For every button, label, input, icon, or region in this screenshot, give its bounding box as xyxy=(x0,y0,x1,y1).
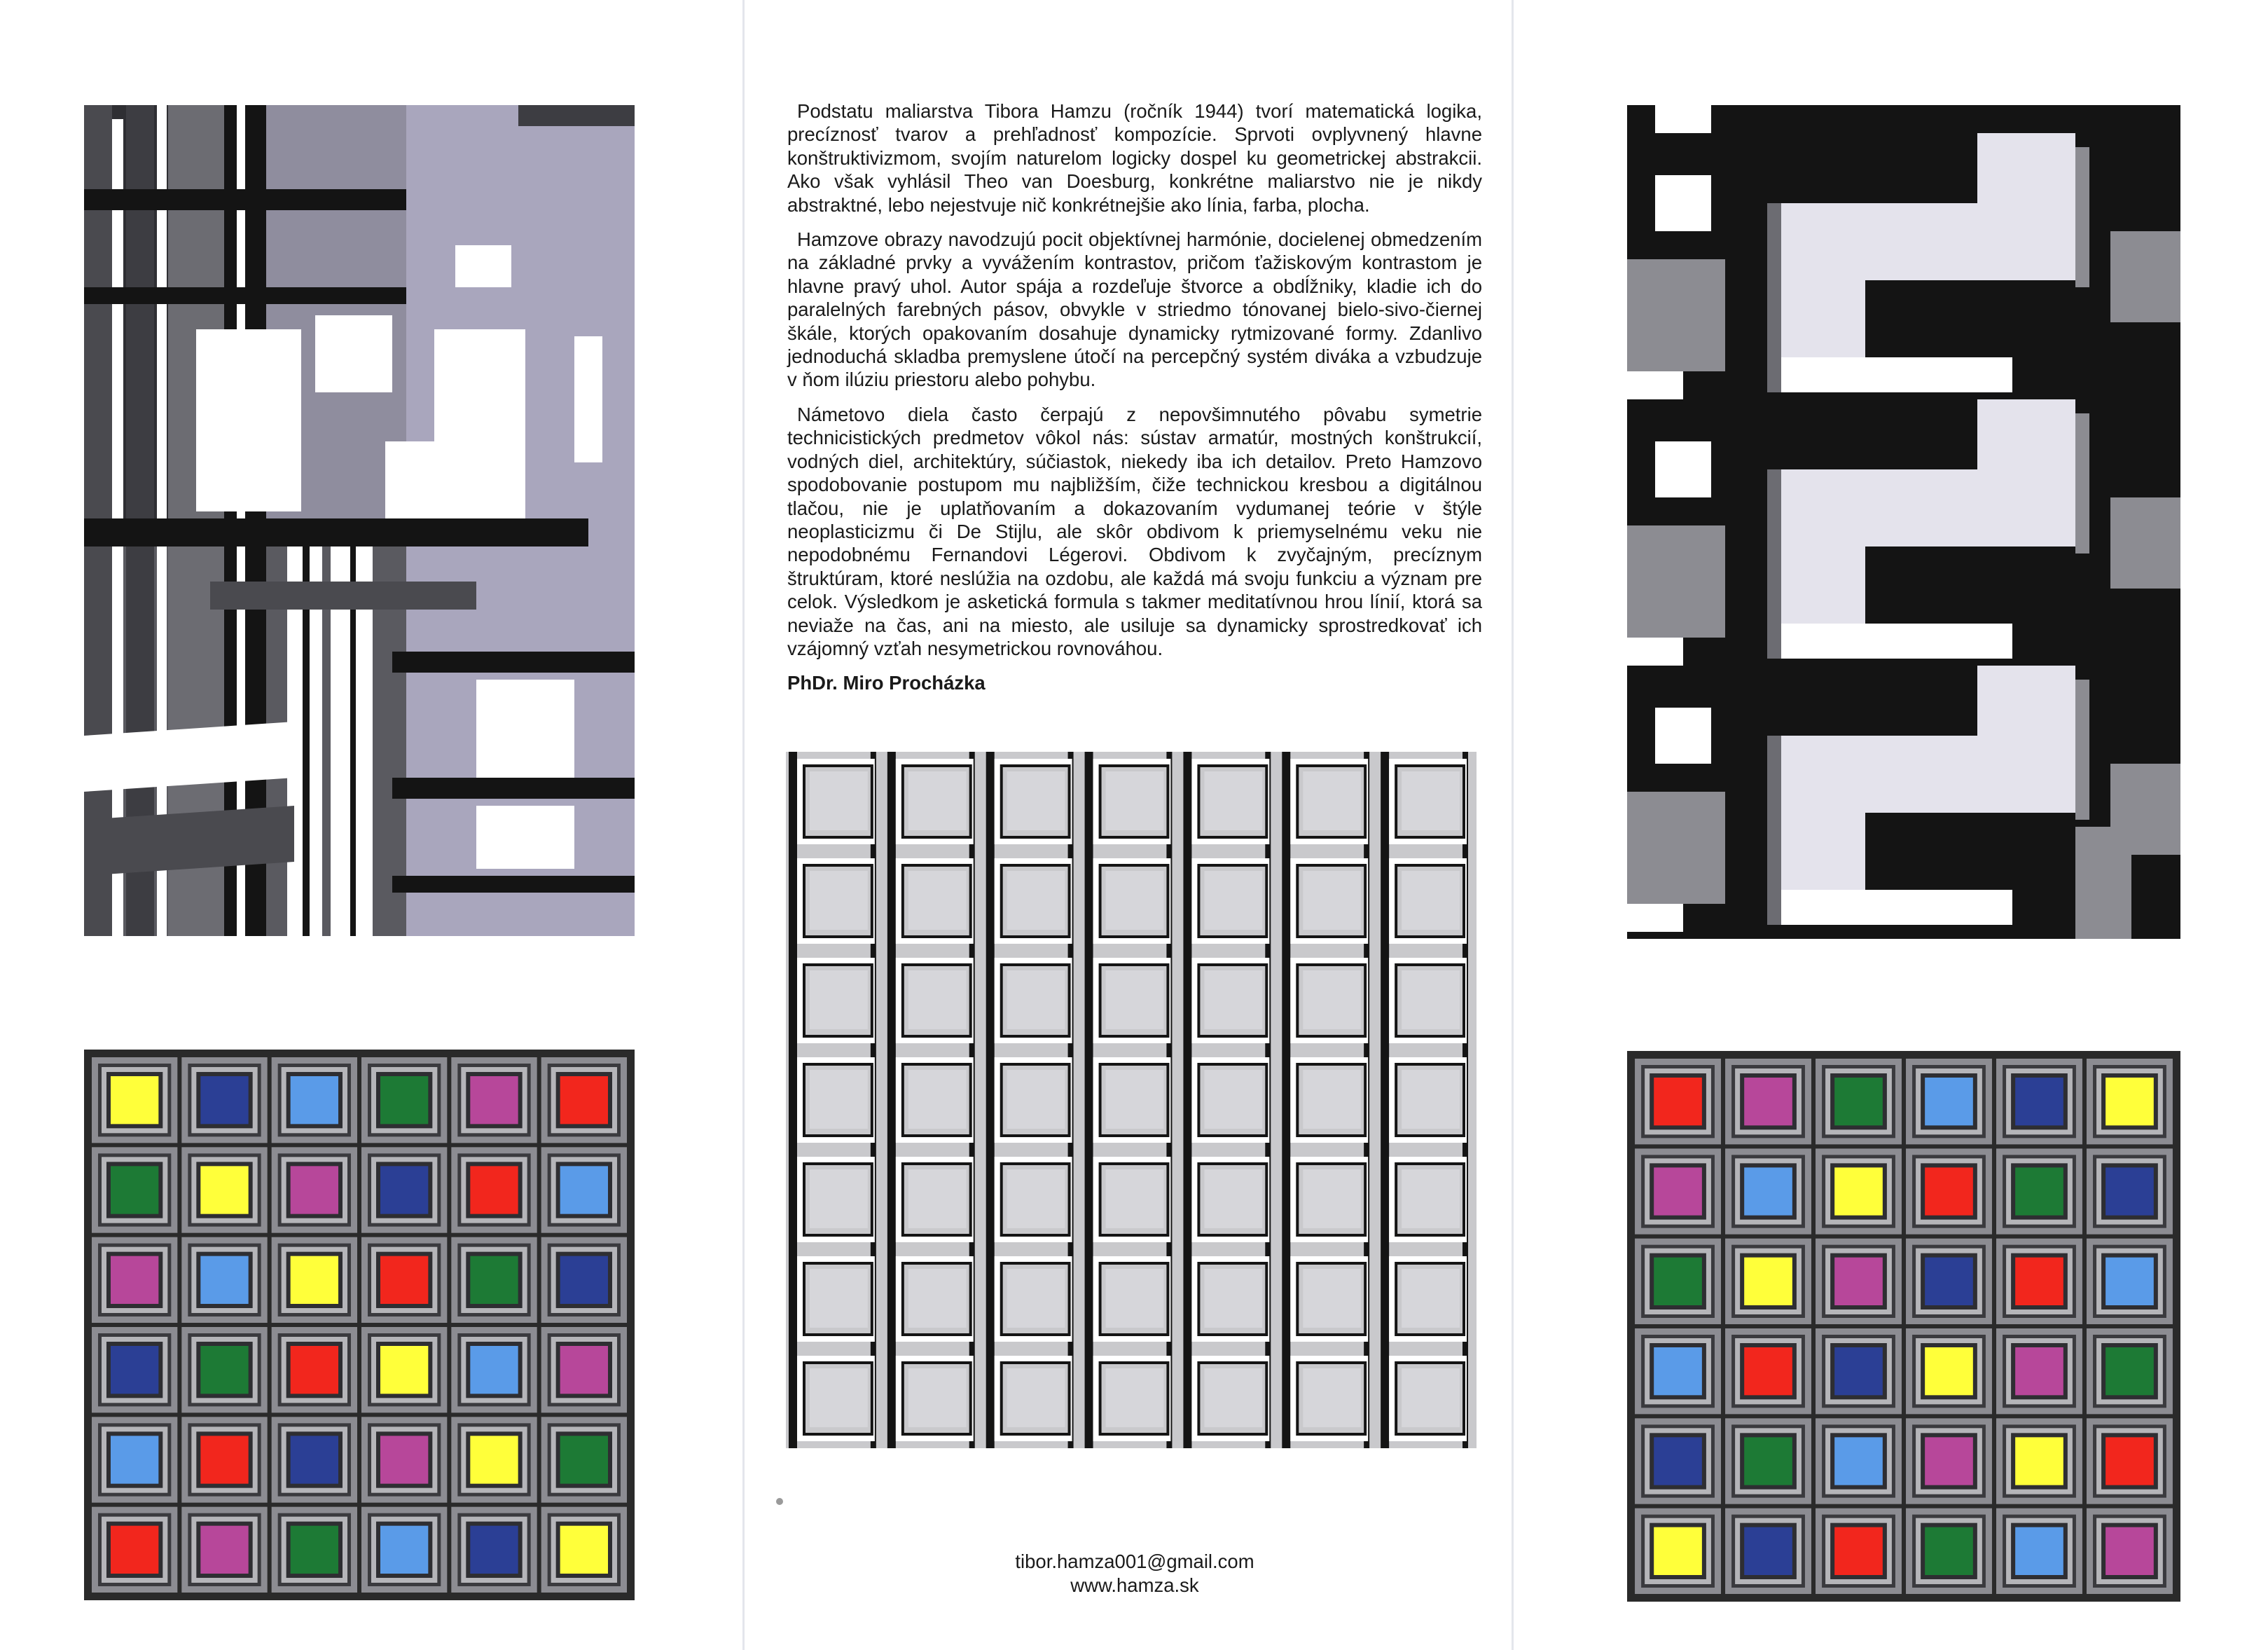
color-square xyxy=(1744,1167,1792,1215)
color-square xyxy=(2105,1527,2154,1575)
color-square xyxy=(2105,1078,2154,1125)
color-square xyxy=(380,1166,428,1214)
color-square xyxy=(560,1346,608,1394)
color-square xyxy=(2105,1258,2154,1305)
color-square xyxy=(1654,1078,1702,1125)
paper-speck xyxy=(776,1498,783,1505)
color-square xyxy=(291,1436,338,1483)
color-square xyxy=(380,1076,428,1124)
color-square xyxy=(1744,1078,1792,1125)
color-square xyxy=(1925,1078,1973,1125)
color-square xyxy=(380,1346,428,1394)
color-square xyxy=(200,1256,248,1304)
color-square xyxy=(1654,1167,1702,1215)
color-square xyxy=(111,1436,158,1483)
color-square xyxy=(1654,1347,1702,1395)
artwork-chain-pattern xyxy=(786,752,1477,1448)
color-square xyxy=(111,1076,158,1124)
color-square xyxy=(1744,1347,1792,1395)
color-square xyxy=(291,1166,338,1214)
color-square xyxy=(291,1346,338,1394)
color-square xyxy=(560,1076,608,1124)
color-square xyxy=(470,1526,518,1574)
fold-line-left xyxy=(742,0,745,1650)
color-square xyxy=(380,1436,428,1483)
color-square xyxy=(1834,1437,1883,1485)
color-square xyxy=(291,1076,338,1124)
paragraph-3: Námetovo diela často čerpajú z nepovšimnutého pôvabu symetrie technicistických predmetov vôkol nás: sústav armatúr, mostných konštrukcií, vodných diel, architektúry, súčiastok, niekedy iba ich detailov. Preto Hamzovo spodobovanie postupom mu najbližším, čiže technickou kresbou a digitálnou tlačou, nie je uplatňovaním a dokazovaním vydumanej teórie v štýle neoplasticizmu či De Stijlu, ale skôr obdivom k priemyselnému veku nie nepodobnému Fernandovi Légerovi. Obdivom k zvyčajným, precíznym štruktúram, ktoré neslúžia na ozdobu, ale každá má svoju funkciu a význam pre celok. Výsledkom je asketická formula s takmer meditatívnou hrou línií, ktorá sa neviaže na čas, ani na miesto, ale usiluje sa dynamicky sprostredkovať ich vzájomný vzťah nesymetrickou rovnováhou. xyxy=(787,403,1482,659)
color-square xyxy=(1834,1078,1883,1125)
color-square xyxy=(2015,1437,2063,1485)
color-square xyxy=(560,1166,608,1214)
color-square xyxy=(560,1436,608,1483)
color-square xyxy=(2105,1437,2154,1485)
color-square xyxy=(2015,1258,2063,1305)
color-square xyxy=(1834,1167,1883,1215)
color-square xyxy=(1654,1437,1702,1485)
color-square xyxy=(1834,1527,1883,1575)
color-square xyxy=(111,1256,158,1304)
color-square xyxy=(1834,1258,1883,1305)
color-square xyxy=(1744,1258,1792,1305)
color-square xyxy=(200,1346,248,1394)
artwork-interlocking-blocks xyxy=(1627,105,2180,939)
color-square xyxy=(560,1526,608,1574)
color-square xyxy=(560,1256,608,1304)
color-square xyxy=(1834,1347,1883,1395)
artwork-architectural-composition xyxy=(84,105,635,936)
color-square xyxy=(1654,1258,1702,1305)
color-square xyxy=(1925,1437,1973,1485)
color-square xyxy=(2015,1527,2063,1575)
color-square xyxy=(291,1526,338,1574)
color-square xyxy=(1654,1527,1702,1575)
color-square xyxy=(2105,1167,2154,1215)
paragraph-1: Podstatu maliarstva Tibora Hamzu (ročník 1944) tvorí matematická logika, precíznosť tvarov a prehľadnosť kompozície. Sprvoti ovplyvnený hlavne konštruktivizmom, svojím naturelom logicky dospel ku geometrickej abstrakcii. Ako však vyhlásil Theo van Doesburg, konkrétne maliarstvo nie je nikdy abstraktné, lebo nejestvuje nič konkrétnejšie ako línia, farba, plocha. xyxy=(787,100,1482,216)
color-square xyxy=(111,1526,158,1574)
color-square xyxy=(1744,1527,1792,1575)
color-square xyxy=(2015,1347,2063,1395)
color-square xyxy=(200,1076,248,1124)
color-square xyxy=(111,1346,158,1394)
color-square xyxy=(1925,1347,1973,1395)
color-square xyxy=(1925,1258,1973,1305)
color-square xyxy=(2105,1347,2154,1395)
artwork-colored-grid-left xyxy=(84,1050,635,1600)
color-square xyxy=(200,1436,248,1483)
color-square xyxy=(380,1256,428,1304)
color-square xyxy=(2015,1167,2063,1215)
author-name: PhDr. Miro Procházka xyxy=(787,672,986,694)
website-link[interactable]: www.hamza.sk xyxy=(1070,1574,1199,1596)
color-square xyxy=(291,1256,338,1304)
fold-line-right xyxy=(1512,0,1514,1650)
color-square xyxy=(380,1526,428,1574)
color-square xyxy=(470,1166,518,1214)
color-square xyxy=(470,1076,518,1124)
artwork-colored-grid-right xyxy=(1627,1051,2180,1602)
color-square xyxy=(1925,1167,1973,1215)
color-square xyxy=(470,1346,518,1394)
color-square xyxy=(2015,1078,2063,1125)
color-square xyxy=(111,1166,158,1214)
color-square xyxy=(1925,1527,1973,1575)
color-square xyxy=(470,1256,518,1304)
color-square xyxy=(200,1526,248,1574)
contact-info xyxy=(787,1550,1482,1597)
color-square xyxy=(470,1436,518,1483)
color-square xyxy=(1744,1437,1792,1485)
email-link[interactable]: tibor.hamza001@gmail.com xyxy=(1015,1551,1254,1572)
color-square xyxy=(200,1166,248,1214)
paragraph-2: Hamzove obrazy navodzujú pocit objektívnej harmónie, docielenej obmedzením na základné prvky a vyvážením kontrastov, pričom ťažiskovým kontrastom je hlavne pravý uhol. Autor spája a rozdeľuje štvorce a obdĺžniky, kladie ich do paralelných farebných pásov, obvykle v striedmo tónovanej bielo-sivo-čiernej škále, ktorých opakovaním dosahuje dynamicky rytmizované formy. Zdanlivo jednoduchá skladba premyslene útočí na percepčný systém diváka a vzbudzuje v ňom ilúziu priestoru alebo pohybu. xyxy=(787,228,1482,391)
article-text xyxy=(787,99,1482,695)
